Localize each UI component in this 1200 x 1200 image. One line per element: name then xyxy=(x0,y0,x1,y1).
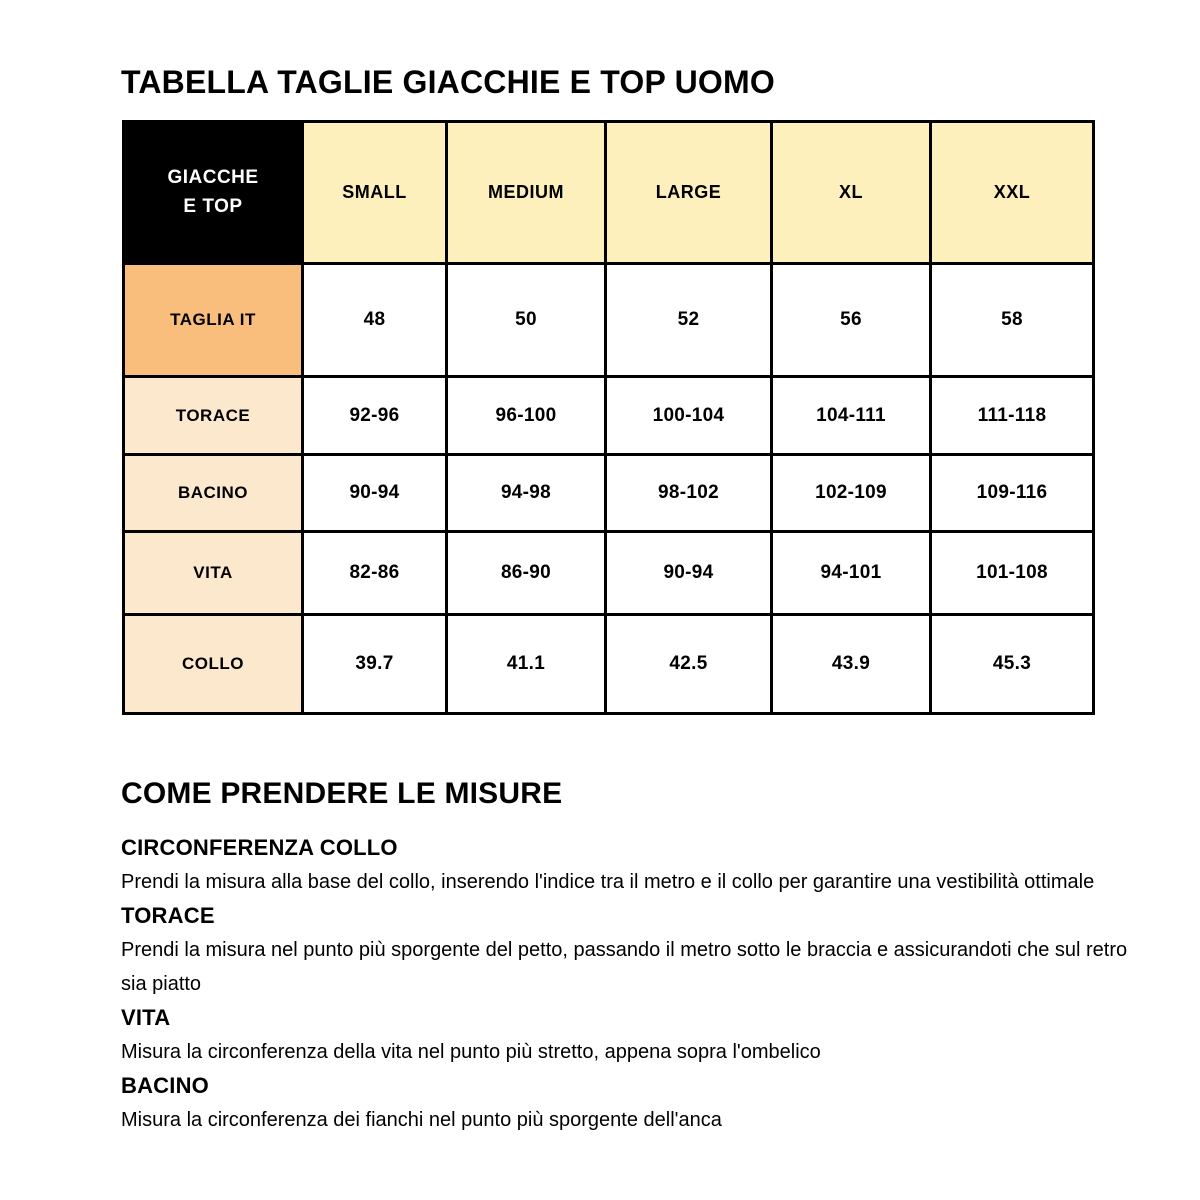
cell-taglia-xxl: 58 xyxy=(931,264,1094,377)
cell-bacino-small: 90-94 xyxy=(303,455,447,532)
cell-vita-small: 82-86 xyxy=(303,532,447,615)
instruction-heading-torace: TORACE xyxy=(121,903,215,928)
instruction-heading-vita: VITA xyxy=(121,1005,171,1030)
row-label-collo: COLLO xyxy=(124,615,303,714)
cell-taglia-large: 52 xyxy=(606,264,772,377)
cell-taglia-small: 48 xyxy=(303,264,447,377)
cell-torace-small: 92-96 xyxy=(303,377,447,455)
table-row-taglia-it xyxy=(124,264,1094,377)
instruction-text-circonferenza-collo: Prendi la misura alla base del collo, inserendo l'indice tra il metro e il collo per garantire una vestibilità ottimale xyxy=(121,871,1095,893)
instruction-heading-bacino: BACINO xyxy=(121,1073,209,1098)
table-row-vita xyxy=(124,532,1094,615)
corner-label-line2: E TOP xyxy=(183,195,243,217)
cell-collo-xl: 43.9 xyxy=(772,615,931,714)
row-label-bacino: BACINO xyxy=(124,455,303,532)
column-header-large: LARGE xyxy=(606,122,772,264)
cell-bacino-xxl: 109-116 xyxy=(931,455,1094,532)
column-header-small: SMALL xyxy=(303,122,447,264)
row-label-vita: VITA xyxy=(124,532,303,615)
instruction-text-torace: Prendi la misura nel punto più sporgente del petto, passando il metro sotto le braccia e assicurandoti che sul retro sia piatto xyxy=(121,939,1128,995)
column-header-medium: MEDIUM xyxy=(447,122,606,264)
row-label-torace: TORACE xyxy=(124,377,303,455)
cell-vita-xxl: 101-108 xyxy=(931,532,1094,615)
column-header-xl: XL xyxy=(772,122,931,264)
column-header-xxl: XXL xyxy=(931,122,1094,264)
cell-bacino-medium: 94-98 xyxy=(447,455,606,532)
size-table xyxy=(122,120,1095,715)
table-row-bacino xyxy=(124,455,1094,532)
cell-collo-large: 42.5 xyxy=(606,615,772,714)
table-corner-label xyxy=(124,122,303,264)
instruction-text-vita: Misura la circonferenza della vita nel punto più stretto, appena sopra l'ombelico xyxy=(121,1041,821,1063)
size-table-title: TABELLA TAGLIE GIACCHIE E TOP UOMO xyxy=(121,64,775,100)
cell-collo-xxl: 45.3 xyxy=(931,615,1094,714)
cell-bacino-xl: 102-109 xyxy=(772,455,931,532)
cell-vita-xl: 94-101 xyxy=(772,532,931,615)
instruction-heading-circonferenza-collo: CIRCONFERENZA COLLO xyxy=(121,835,398,860)
cell-bacino-large: 98-102 xyxy=(606,455,772,532)
cell-torace-xl: 104-111 xyxy=(772,377,931,455)
measuring-section-title: COME PRENDERE LE MISURE xyxy=(121,777,563,810)
measuring-instructions xyxy=(121,831,1131,1137)
cell-collo-small: 39.7 xyxy=(303,615,447,714)
table-row-collo xyxy=(124,615,1094,714)
cell-vita-medium: 86-90 xyxy=(447,532,606,615)
cell-taglia-xl: 56 xyxy=(772,264,931,377)
cell-collo-medium: 41.1 xyxy=(447,615,606,714)
cell-torace-medium: 96-100 xyxy=(447,377,606,455)
cell-torace-large: 100-104 xyxy=(606,377,772,455)
size-table-header-row xyxy=(124,122,1094,264)
corner-label-line1: GIACCHE xyxy=(167,167,259,188)
cell-torace-xxl: 111-118 xyxy=(931,377,1094,455)
cell-taglia-medium: 50 xyxy=(447,264,606,377)
instruction-text-bacino: Misura la circonferenza dei fianchi nel punto più sporgente dell'anca xyxy=(121,1109,722,1131)
cell-vita-large: 90-94 xyxy=(606,532,772,615)
table-row-torace xyxy=(124,377,1094,455)
row-label-taglia-it: TAGLIA IT xyxy=(124,264,303,377)
